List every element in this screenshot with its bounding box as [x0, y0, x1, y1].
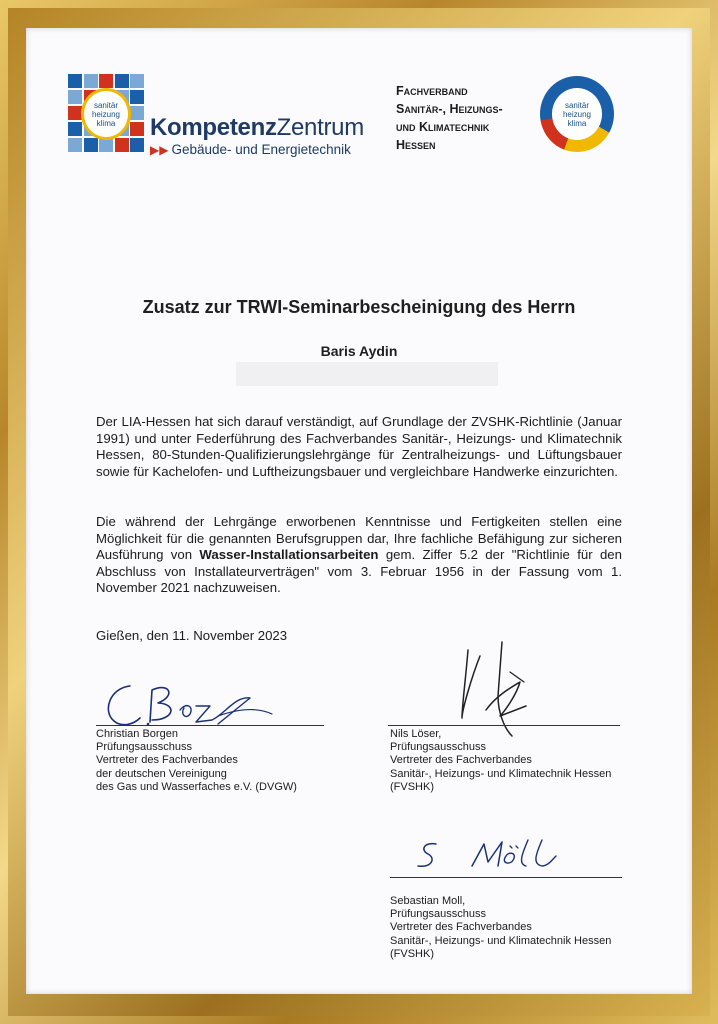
paragraph-2-part: Die während der Lehrgänge erworbenen Kenntnisse und Fertigkeiten stellen eine Möglichkeit für die genannten Berufsgruppen dar, Ihre fachliche Befähigung zur sicheren Ausführung von [96, 514, 622, 563]
logo-name [150, 114, 364, 142]
logo-grid-square [68, 122, 82, 136]
signature-text-line: Prüfungsausschuss [390, 908, 486, 921]
logo-name-regular: Zentrum [276, 114, 364, 141]
signature-text-line: Prüfungsausschuss [96, 741, 192, 754]
logo-grid-square [130, 122, 144, 136]
logo-grid-square [84, 138, 98, 152]
logo-circle-badge [81, 88, 131, 140]
recipient-name: Baris Aydin [320, 343, 398, 359]
redaction-bar [236, 362, 498, 386]
paragraph-1: Der LIA-Hessen hat sich darauf verständigt, auf Grundlage der ZVSHK-Richtlinie (Januar 1991) und unter Federführung des Fachverbandes Sanitär-, Heizungs- und Klimatechnik Hessen, 80-Stunden-Qualifizierungslehrgänge für Zentralheizungs- und Lüftungsbauer sowie für Kachelofen- und Luftheizungsbauer und vergleichbare Handwerke einzurichten. [96, 414, 622, 479]
document-title: Zusatz zur TRWI-Seminarbescheinigung des Herrn [142, 297, 576, 317]
badge-line: klima [567, 118, 587, 128]
paragraph-2 [96, 514, 622, 597]
logo-grid-square [68, 90, 82, 104]
logo-grid-square [130, 74, 144, 88]
signature-text-line: Vertreter des Fachverbandes [390, 921, 532, 934]
signature-text-line: Christian Borgen [96, 728, 178, 740]
logo-grid-square [84, 74, 98, 88]
paragraph-2-part: gem. Ziffer 5.2 der "Richtlinie für den Abschluss von Installateurverträgen" vom 3. Februar 1956 in der Fassung vom 1. November 2021 nachzuweisen. [96, 547, 622, 596]
fachverband-line: Hessen [396, 138, 436, 152]
logo-grid-icon [68, 74, 144, 154]
logo-grid-square [68, 106, 82, 120]
signature-borgen [100, 676, 280, 736]
logo-circle-line: heizung [91, 109, 121, 119]
logo-name-bold: Kompetenz [150, 114, 277, 141]
logo-grid-square [68, 74, 82, 88]
signature-text-line: (FVSHK) [390, 780, 434, 793]
signature-line [390, 877, 622, 878]
signature-text-line: Sebastian Moll, [390, 895, 466, 907]
paragraph-2-bold: Wasser-Installationsarbeiten [199, 547, 379, 563]
signature-line [96, 725, 324, 726]
signature-text-line: (FVSHK) [390, 947, 434, 960]
signature-text-line: Prüfungsausschuss [390, 741, 486, 754]
fachverband-badge-inner [552, 88, 602, 140]
signature-text-line: Vertreter des Fachverbandes [96, 754, 238, 767]
double-arrow-icon: ▶▶ [150, 143, 169, 157]
fachverband-name [396, 82, 546, 154]
signature-moll [410, 836, 570, 876]
logo-grid-square [99, 138, 113, 152]
logo-grid-square [130, 138, 144, 152]
signature-block-borgen [96, 728, 297, 794]
logo-subtitle [150, 142, 351, 157]
signature-text-line: Nils Löser, [390, 728, 442, 740]
logo-subtitle-text: Gebäude- und Energietechnik [171, 142, 351, 157]
signature-text-line: des Gas und Wasserfaches e.V. (DVGW) [96, 780, 297, 793]
fachverband-line: Sanitär-, Heizungs- [396, 102, 503, 116]
logo-grid-square [130, 106, 144, 120]
signature-text-line: Vertreter des Fachverbandes [390, 754, 532, 767]
fachverband-line: Fachverband [396, 84, 468, 98]
logo-circle-line: klima [96, 118, 116, 128]
badge-line: heizung [562, 109, 592, 119]
certificate-paper [26, 28, 692, 994]
signature-block-loeser [390, 728, 611, 794]
logo-grid-square [99, 74, 113, 88]
logo-grid-square [68, 138, 82, 152]
signature-line [388, 725, 620, 726]
logo-grid-square [130, 90, 144, 104]
date-line: Gießen, den 11. November 2023 [96, 628, 288, 643]
badge-line: sanitär [564, 100, 589, 110]
signature-text-line: der deutschen Vereinigung [96, 767, 227, 780]
fachverband-badge-icon [540, 76, 614, 152]
signature-text-line: Sanitär-, Heizungs- und Klimatechnik Hessen [390, 767, 612, 780]
signature-text-line: Sanitär-, Heizungs- und Klimatechnik Hessen [390, 934, 612, 947]
kompetenzzentrum-logo [68, 74, 388, 164]
fachverband-line: und Klimatechnik [396, 120, 490, 134]
logo-circle-line: sanitär [93, 100, 118, 110]
logo-grid-square [115, 74, 129, 88]
logo-grid-square [115, 138, 129, 152]
signature-block-moll [390, 895, 611, 961]
